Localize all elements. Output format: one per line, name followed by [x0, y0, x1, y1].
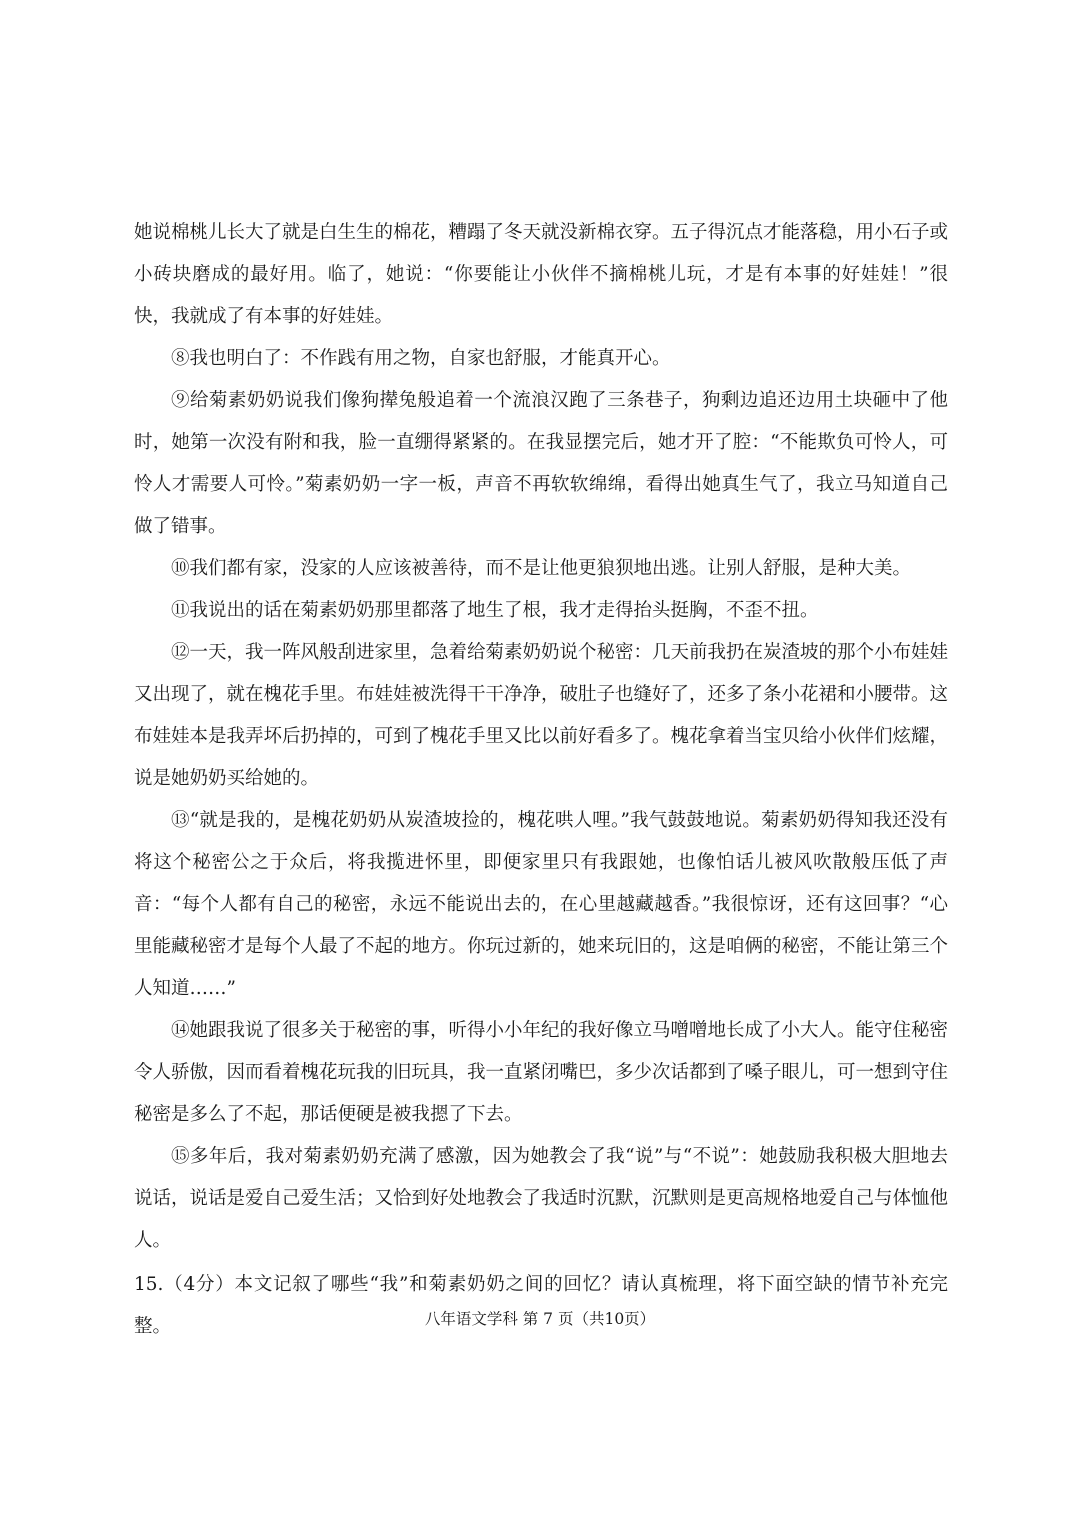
page-footer: 八年语文学科 第 7 页（共10页）	[424, 1310, 656, 1328]
passage-body	[134, 212, 948, 1348]
paragraph-10: ⑩我们都有家，没家的人应该被善待，而不是让他更狼狈地出逃。让别人舒服，是种大美。	[171, 558, 912, 579]
paragraph-9: ⑨给菊素奶奶说我们像狗撵兔般追着一个流浪汉跑了三条巷子，狗剩边追还边用土块砸中了他时，她第一次没有附和我，脸一直绷得紧紧的。在我显摆完后，她才开了腔：“不能欺负可怜人，可怜人才需要人可怜。”菊素奶奶一字一板，声音不再软软绵绵，看得出她真生气了，我立马知道自己做了错事。	[134, 390, 948, 537]
paragraph-8: ⑧我也明白了：不作践有用之物，自家也舒服，才能真开心。	[171, 348, 671, 369]
question-15: 15.（4分）本文记叙了哪些“我”和菊素奶奶之间的回忆？请认真梳理，将下面空缺的情节补充完整。	[134, 1274, 948, 1337]
paragraph-continuation: 她说棉桃儿长大了就是白生生的棉花，糟蹋了冬天就没新棉衣穿。五子得沉点才能落稳，用小石子或小砖块磨成的最好用。临了，她说：“你要能让小伙伴不摘棉桃儿玩，才是有本事的好娃娃！”很快，我就成了有本事的好娃娃。	[134, 222, 949, 327]
paragraph-14: ⑭她跟我说了很多关于秘密的事，听得小小年纪的我好像立马噌噌地长成了小大人。能守住秘密令人骄傲，因而看着槐花玩我的旧玩具，我一直紧闭嘴巴，多少次话都到了嗓子眼儿，可一想到守住秘密是多么了不起，那话便硬是被我摁了下去。	[134, 1020, 949, 1125]
paragraph-13: ⑬“就是我的，是槐花奶奶从炭渣坡捡的，槐花哄人哩。”我气鼓鼓地说。菊素奶奶得知我还没有将这个秘密公之于众后，将我揽进怀里，即便家里只有我跟她，也像怕话儿被风吹散般压低了声音：“每个人都有自己的秘密，永远不能说出去的，在心里越藏越香。”我很惊讶，还有这回事？“心里能藏秘密才是每个人最了不起的地方。你玩过新的，她来玩旧的，这是咱俩的秘密，不能让第三个人知道……”	[134, 810, 949, 999]
paragraph-11: ⑪我说出的话在菊素奶奶那里都落了地生了根，我才走得抬头挺胸，不歪不扭。	[171, 600, 819, 621]
paragraph-12: ⑫一天，我一阵风般刮进家里，急着给菊素奶奶说个秘密：几天前我扔在炭渣坡的那个小布娃娃又出现了，就在槐花手里。布娃娃被洗得干干净净，破肚子也缝好了，还多了条小花裙和小腰带。这布娃娃本是我弄坏后扔掉的，可到了槐花手里又比以前好看多了。槐花拿着当宝贝给小伙伴们炫耀，说是她奶奶买给她的。	[134, 642, 949, 789]
paragraph-15: ⑮多年后，我对菊素奶奶充满了感激，因为她教会了我“说”与“不说”：她鼓励我积极大胆地去说话，说话是爱自己爱生活；又恰到好处地教会了我适时沉默，沉默则是更高规格地爱自己与体恤他人。	[134, 1146, 949, 1251]
